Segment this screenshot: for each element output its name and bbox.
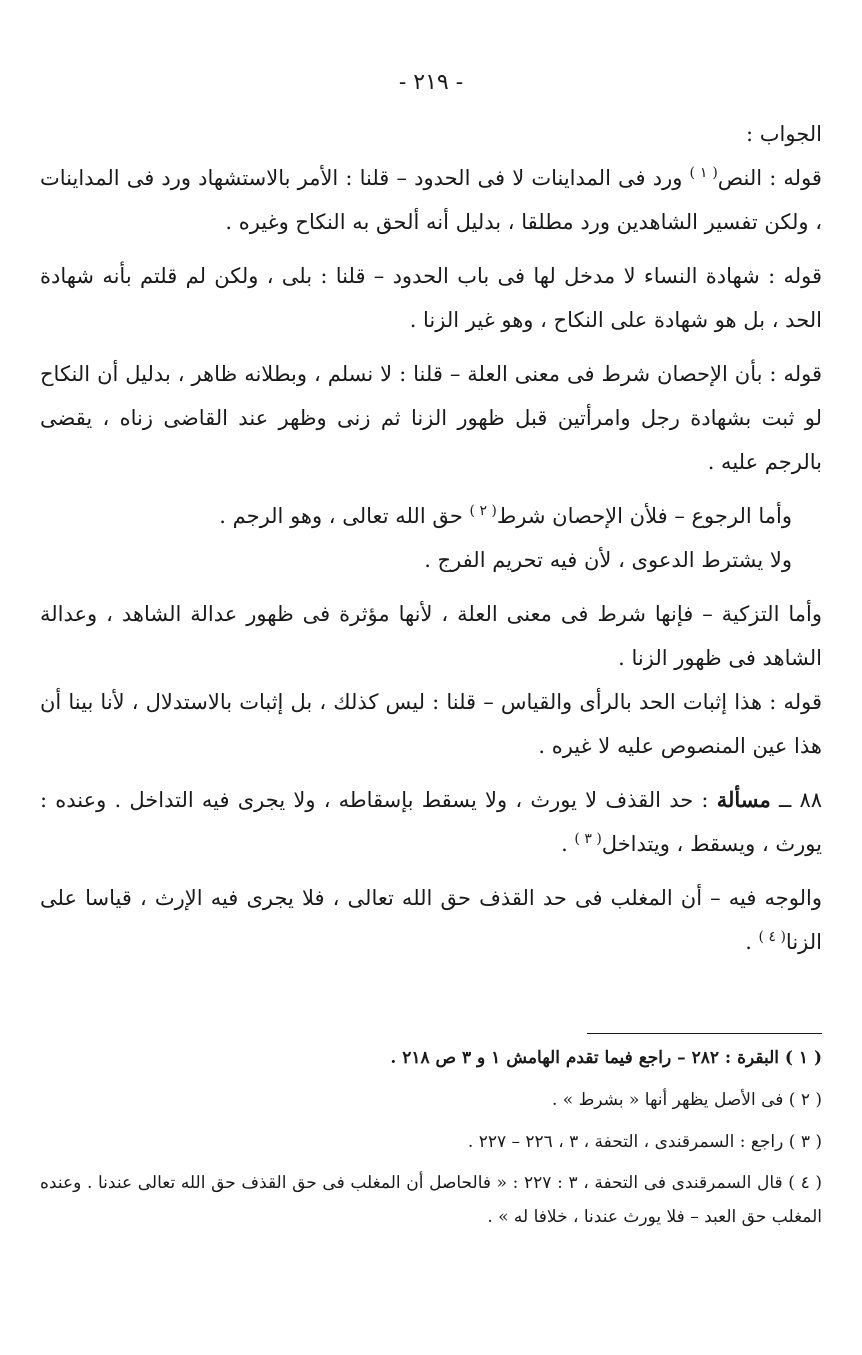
footnote-ref-4: ( ٤ ) <box>758 929 786 945</box>
text-segment: . <box>745 930 759 954</box>
footnotes <box>40 1040 822 1240</box>
paragraph-text-1 <box>40 156 822 244</box>
masala-label: مسألة <box>716 787 771 812</box>
footnote-3: ( ٣ ) راجع : السمرقندى ، التحفة ، ٣ ، ٢٢٦ – ٢٢٧ . <box>467 1132 822 1152</box>
paragraph-text-2: قوله : شهادة النساء لا مدخل لها فى باب الحدود – قلنا : بلى ، ولكن لم قلتم بأنه شهادة الحد ، بل هو شهادة على النكاح ، وهو غير الزنا . <box>40 264 822 332</box>
paragraph-text-4 <box>40 494 822 538</box>
page-number: - ٢١٩ - <box>398 70 464 95</box>
paragraph-text-3: قوله : بأن الإحصان شرط فى معنى العلة – قلنا : لا نسلم ، وبطلانه ظاهر ، بدليل أن النكاح لو ثبت بشهادة رجل وامرأتين قبل ظهور الزنا ثم زنى وظهر عند القاضى زناه ، يقضى بالرجم عليه . <box>40 362 822 474</box>
footnote-separator <box>587 1033 822 1034</box>
text-segment: حق الله تعالى ، وهو الرجم . <box>219 504 470 528</box>
footnote-ref-2: ( ٢ ) <box>469 503 497 519</box>
footnote-ref-1: ( ١ ) <box>689 165 718 181</box>
footnote-1: ( ١ ) البقرة : ٢٨٢ – راجع فيما تقدم الهامش ١ و ٣ ص ٢١٨ . <box>390 1048 822 1068</box>
footnote-ref-3: ( ٣ ) <box>574 831 602 847</box>
paragraph-text-8 <box>40 876 822 964</box>
text-segment: : حد القذف لا يورث ، ولا يسقط بإسقاطه ، ولا يجرى فيه التداخل . وعنده : يورث ، ويسقط ، ويتداخل <box>40 788 822 856</box>
paragraph-masala-88 <box>40 778 822 866</box>
footnote-2: ( ٢ ) فى الأصل يظهر أنها « بشرط » . <box>551 1090 822 1110</box>
paragraph-answer-heading: الجواب : <box>746 122 822 146</box>
text-segment: ورد فى المداينات لا فى الحدود – قلنا : الأمر بالاستشهاد ورد فى المداينات ، ولكن تفسير الشاهدين ورد مطلقا ، بدليل أنه ألحق به النكاح وغيره . <box>40 166 822 234</box>
text-segment: قوله : النص <box>717 166 822 190</box>
text-segment: . <box>561 832 575 856</box>
text-segment: والوجه فيه – أن المغلب فى حد القذف حق الله تعالى ، فلا يجرى فيه الإرث ، قياسا على الزنا <box>40 886 822 954</box>
text-segment: وأما الرجوع – فلأن الإحصان شرط <box>496 504 792 528</box>
masala-number: ٨٨ ــ <box>770 788 823 812</box>
paragraph-text-5: ولا يشترط الدعوى ، لأن فيه تحريم الفرج . <box>424 548 792 572</box>
paragraph-text-7: قوله : هذا إثبات الحد بالرأى والقياس – قلنا : ليس كذلك ، بل إثبات بالاستدلال ، لأنا بينا أن هذا عين المنصوص عليه لا غيره . <box>40 690 822 758</box>
footnote-4: ( ٤ ) قال السمرقندى فى التحفة ، ٣ : ٢٢٧ : « فالحاصل أن المغلب فى حق القذف حق الله تعالى عندنا . وعنده المغلب حق العبد – فلا يورث عندنا ، خلافا له » . <box>40 1173 822 1227</box>
body-text <box>40 112 822 964</box>
paragraph-text-6: وأما التزكية – فإنها شرط فى معنى العلة ، لأنها مؤثرة فى ظهور عدالة الشاهد ، وعدالة الشاهد فى ظهور الزنا . <box>40 602 822 670</box>
